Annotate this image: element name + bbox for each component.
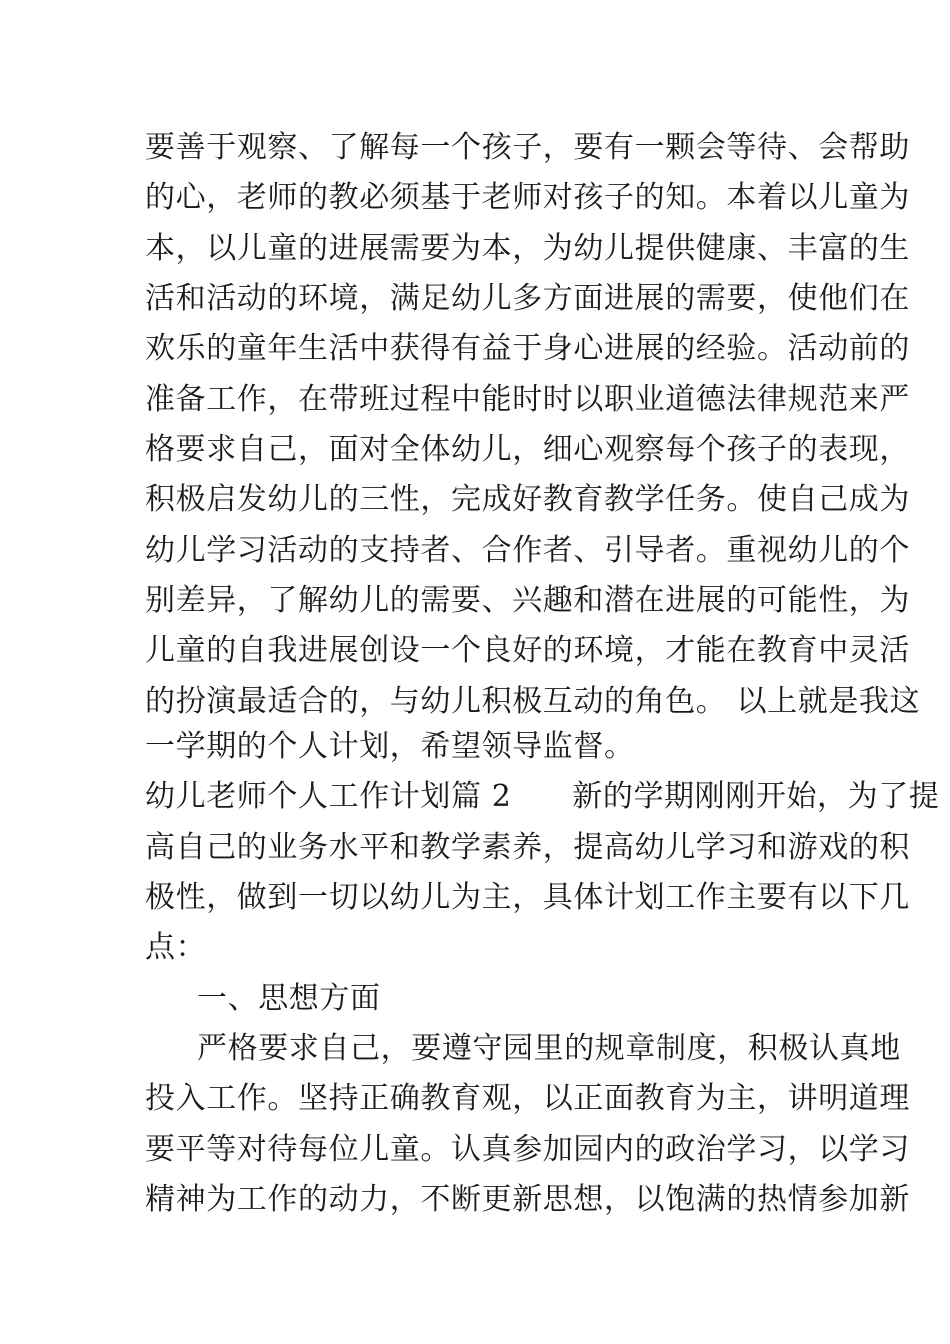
paragraph-line: 活和活动的环境，满足幼儿多方面进展的需要，使他们在 <box>145 281 910 316</box>
paragraph-line: 点： <box>145 930 207 965</box>
paragraph-line: 精神为工作的动力，不断更新思想，以饱满的热情参加新 <box>145 1182 910 1217</box>
paragraph-line: 要平等对待每位儿童。认真参加园内的政治学习，以学习 <box>145 1132 910 1167</box>
paragraph-line: 高自己的业务水平和教学素养，提高幼儿学习和游戏的积 <box>145 830 910 865</box>
paragraph-line: 严格要求自己，要遵守园里的规章制度，积极认真地 <box>197 1031 901 1066</box>
paragraph-line: 一学期的个人计划，希望领导监督。 <box>145 729 635 764</box>
paragraph-line: 格要求自己，面对全体幼儿，细心观察每个孩子的表现， <box>145 432 910 467</box>
section-heading-line: 幼儿老师个人工作计划篇 2 新的学期刚刚开始，为了提 <box>145 779 940 814</box>
paragraph-line: 投入工作。坚持正确教育观，以正面教育为主，讲明道理 <box>145 1081 910 1116</box>
paragraph-line: 准备工作，在带班过程中能时时以职业道德法律规范来严 <box>145 382 910 417</box>
paragraph-line: 极性，做到一切以幼儿为主，具体计划工作主要有以下几 <box>145 880 910 915</box>
paragraph-line: 本，以儿童的进展需要为本，为幼儿提供健康、丰富的生 <box>145 231 910 266</box>
paragraph-line: 欢乐的童年生活中获得有益于身心进展的经验。活动前的 <box>145 331 910 366</box>
paragraph-line: 积极启发幼儿的三性，完成好教育教学任务。使自己成为 <box>145 482 910 517</box>
paragraph-line: 别差异，了解幼儿的需要、兴趣和潜在进展的可能性，为 <box>145 583 910 618</box>
paragraph-line: 儿童的自我进展创设一个良好的环境，才能在教育中灵活 <box>145 633 910 668</box>
paragraph-line: 的扮演最适合的，与幼儿积极互动的角色。 以上就是我这 <box>145 684 921 719</box>
paragraph-line: 幼儿学习活动的支持者、合作者、引导者。重视幼儿的个 <box>145 533 910 568</box>
subsection-heading: 一、思想方面 <box>197 981 381 1016</box>
paragraph-line: 的心，老师的教必须基于老师对孩子的知。本着以儿童为 <box>145 180 910 215</box>
paragraph-line: 要善于观察、了解每一个孩子，要有一颗会等待、会帮助 <box>145 130 910 165</box>
